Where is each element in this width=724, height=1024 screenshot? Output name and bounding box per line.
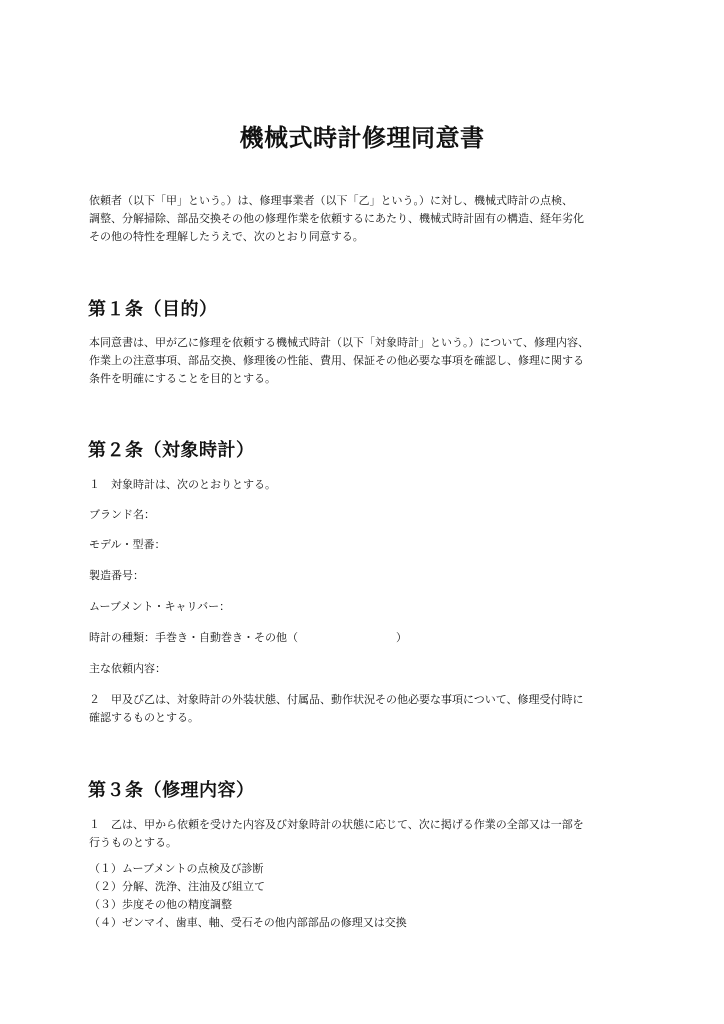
field-request-label: 主な依頼内容： [89,662,166,675]
list-item: （３）歩度その他の精度調整 [89,898,232,911]
intro-paragraph: 依頼者（以下「甲」という。）は、修理事業者（以下「乙」という。）に対し、機械式時計の点検、 調整、分解掃除、部品交換その他の修理作業を依頼するにあたり、機械式時計固有の構造、経年劣化 その他の特性を理解したうえで、次のとおり同意する。 [89,194,584,243]
article-1-heading: 第１条（目的） [88,299,218,320]
field-serial-label: 製造番号： [89,569,144,582]
field-brand-label: ブランド名： [89,508,155,521]
article-2-item-2: ２ 甲及び乙は、対象時計の外装状態、付属品、動作状況その他必要な事項について、修理受付時に 確認するものとする。 [89,693,584,724]
list-item: （２）分解、洗浄、注油及び組立て [89,880,265,893]
field-model-label: モデル・型番： [89,538,166,551]
article-3-heading: 第３条（修理内容） [88,780,255,801]
article-2-heading: 第２条（対象時計） [88,440,255,461]
list-item: （１）ムーブメントの点検及び診断 [89,862,264,875]
field-watch-type-label: 時計の種類：手巻き・自動巻き・その他（ [89,631,298,644]
field-movement-label: ムーブメント・キャリバー： [89,600,231,613]
article-1-body: 本同意書は、甲が乙に修理を依頼する機械式時計（以下「対象時計」という。）について、修理内容、 作業上の注意事項、部品交換、修理後の性能、費用、保証その他必要な事項を確認し、修理に関する 条件を明確にすることを目的とする。 [89,336,590,385]
field-watch-type-close: ） [396,631,407,644]
document-title: 機械式時計修理同意書 [239,124,485,152]
list-item: （４）ゼンマイ、歯車、軸、受石その他内部部品の修理又は交換 [89,916,407,929]
article-2-item-1: １ 対象時計は、次のとおりとする。 [89,478,276,491]
article-3-item-1: １ 乙は、甲から依頼を受けた内容及び対象時計の状態に応じて、次に掲げる作業の全部又は一部を 行うものとする。 [89,818,584,849]
